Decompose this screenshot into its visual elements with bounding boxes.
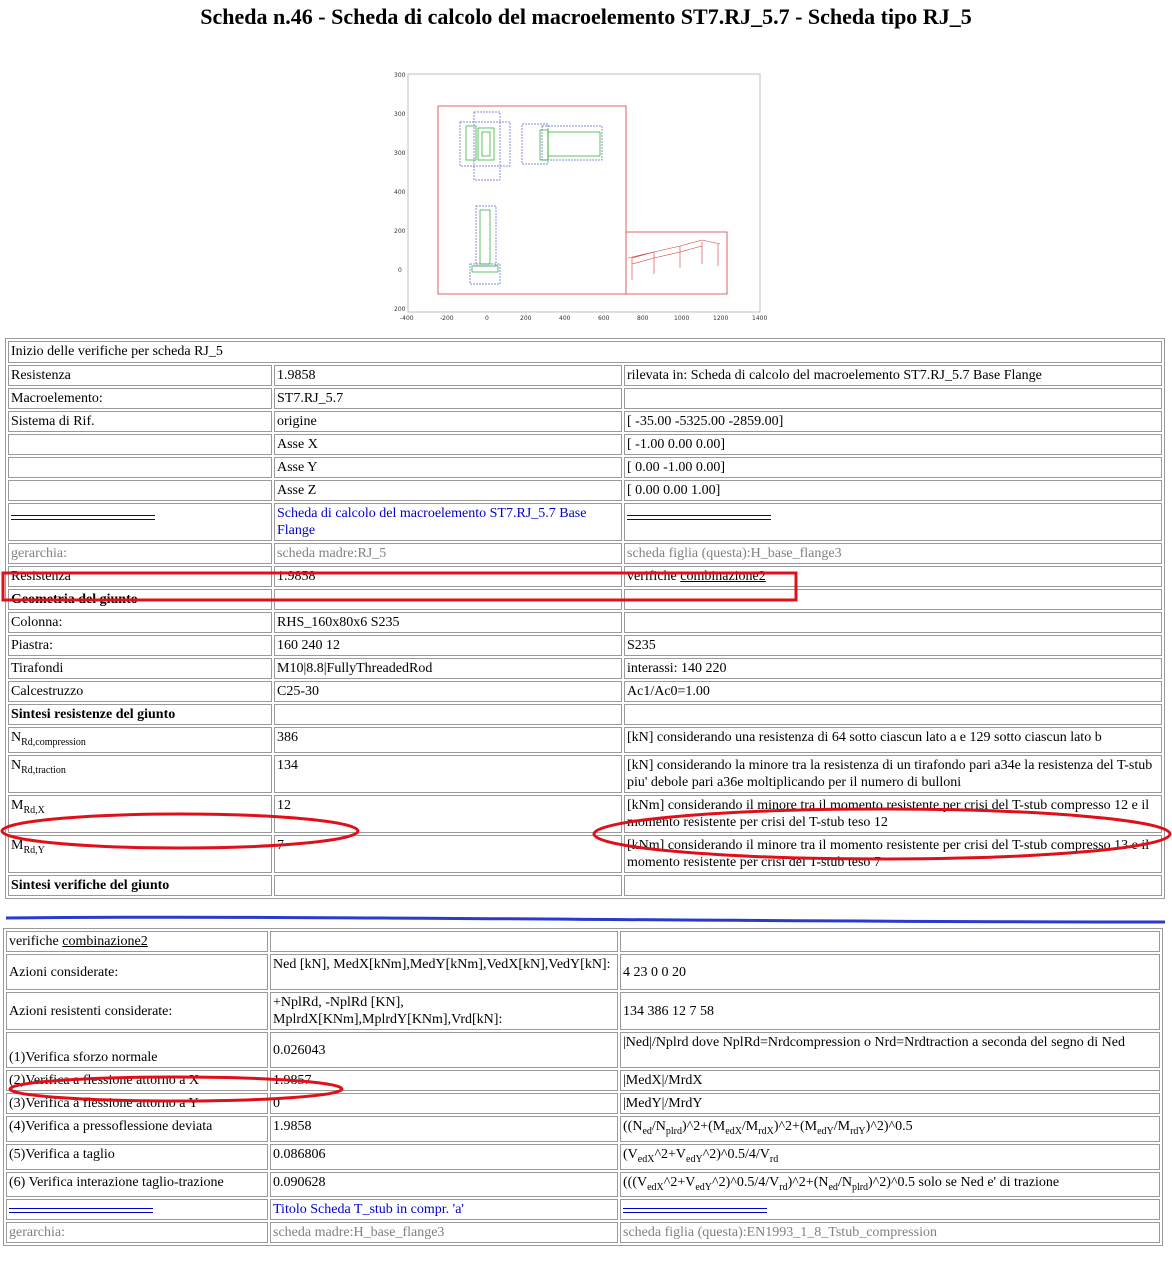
verifica-2-value: 1.9857 bbox=[270, 1070, 618, 1091]
calcestruzzo-note: Ac1/Ac0=1.00 bbox=[624, 681, 1162, 702]
separator-link[interactable] bbox=[623, 1208, 767, 1213]
origine-value: [ -35.00 -5325.00 -2859.00] bbox=[624, 411, 1162, 432]
separator-link[interactable] bbox=[11, 515, 155, 520]
sistema-label: Sistema di Rif. bbox=[8, 411, 272, 432]
verifica-1-label: (1)Verifica sforzo normale bbox=[6, 1032, 268, 1068]
y-tick: 300 bbox=[394, 72, 406, 79]
m-rd-x-note: [kNm] considerando il minore tra il momento resistente per crisi del T-stub compresso 12 e il momento resistente per crisi del T-stub teso 12 bbox=[624, 795, 1162, 833]
geometry-figure bbox=[392, 68, 768, 324]
verifica-5-label: (5)Verifica a taglio bbox=[6, 1144, 268, 1170]
gerarchia-label: gerarchia: bbox=[6, 1222, 268, 1243]
scheda-link[interactable]: Scheda di calcolo del macroelemento ST7.RJ_5.7 Base Flange bbox=[274, 503, 622, 541]
y-tick: 200 bbox=[394, 228, 406, 235]
y-tick: 300 bbox=[394, 150, 406, 157]
verifica-5-value: 0.086806 bbox=[270, 1144, 618, 1170]
sintesi-resistenze-heading: Sintesi resistenze del giunto bbox=[8, 704, 272, 725]
page-title: Scheda n.46 - Scheda di calcolo del macroelemento ST7.RJ_5.7 - Scheda tipo RJ_5 bbox=[200, 4, 972, 29]
x-tick: 1400 bbox=[752, 315, 768, 322]
verifica-6-label: (6) Verifica interazione taglio-trazione bbox=[6, 1172, 268, 1198]
n-traction-note: [kN] considerando la minore tra la resistenza di un tirafondo pari a34e la resistenza del T-stub piu' debole pari a36e moltiplicando per il numero di bulloni bbox=[624, 755, 1162, 793]
macroelemento-value: ST7.RJ_5.7 bbox=[274, 388, 622, 409]
resistenti-desc: +NplRd, -NplRd [KN], MplrdX[KNm],MplrdY[KNm],Vrd[kN]: bbox=[270, 992, 618, 1030]
piastra-note: S235 bbox=[624, 635, 1162, 656]
verifiche-prefix: verifiche bbox=[627, 569, 681, 584]
verifica-4-formula: $((N_{ed}/N_{plrd})\^{}2+(M_{edX}/M_{rdX})\^{}2+(M_{edY}/M_{rdY})\^{}2)\^{}0.5$ bbox=[620, 1116, 1160, 1142]
combinazione-link[interactable]: combinazione2 bbox=[680, 569, 766, 584]
m-rd-y-note: [kNm] considerando il minore tra il momento resistente per crisi del T-stub compresso 13 e il momento resistente per crisi del T-stub teso 7 bbox=[624, 835, 1162, 873]
m-rd-x-value: 12 bbox=[274, 795, 622, 833]
verifica-4-value: 1.9858 bbox=[270, 1116, 618, 1142]
geometria-heading: Geometria del giunto bbox=[8, 589, 272, 610]
x-tick: 800 bbox=[637, 315, 649, 322]
calcestruzzo-label: Calcestruzzo bbox=[8, 681, 272, 702]
x-tick: 400 bbox=[559, 315, 571, 322]
verifica-3-value: 0 bbox=[270, 1093, 618, 1114]
m-rd-y-value: 7 bbox=[274, 835, 622, 873]
colonna-value: RHS_160x80x6 S235 bbox=[274, 612, 622, 633]
verifica-5-formula: $(V_{edX}\^{}2+V_{edY}\^{}2)\^{}0.5/4/V_{rd}$ bbox=[620, 1144, 1160, 1170]
verifiche-prefix: verifiche bbox=[9, 934, 63, 949]
x-tick: 600 bbox=[598, 315, 610, 322]
y-tick: 300 bbox=[394, 111, 406, 118]
table-header: Inizio delle verifiche per scheda RJ_5 bbox=[8, 341, 1162, 363]
verifica-2-label: (2)Verifica a flessione attorno a X bbox=[6, 1070, 268, 1091]
resistenza-value: 1.9858 bbox=[274, 365, 622, 386]
macroelemento-label: Macroelemento: bbox=[8, 388, 272, 409]
asse-z-label: Asse Z bbox=[274, 480, 622, 501]
scheda-figlia: scheda figlia (questa):H_base_flange3 bbox=[624, 543, 1162, 564]
n-traction-label: $N_{Rd,traction}$ bbox=[8, 755, 272, 793]
origine-label: origine bbox=[274, 411, 622, 432]
tirafondi-note: interassi: 140 220 bbox=[624, 658, 1162, 679]
azioni-value: 4 23 0 0 20 bbox=[620, 954, 1160, 990]
verifica-1-value: 0.026043 bbox=[270, 1032, 618, 1068]
n-compression-value: 386 bbox=[274, 727, 622, 753]
tirafondi-label: Tirafondi bbox=[8, 658, 272, 679]
x-tick: 0 bbox=[485, 315, 489, 322]
n-compression-note: [kN] considerando una resistenza di 64 sotto ciascun lato a e 129 sotto ciascun lato b bbox=[624, 727, 1162, 753]
sintesi-verifiche-heading: Sintesi verifiche del giunto bbox=[8, 875, 272, 896]
scheda-figlia: scheda figlia (questa):EN1993_1_8_Tstub_compression bbox=[620, 1222, 1160, 1243]
resistenti-label: Azioni resistenti considerate: bbox=[6, 992, 268, 1030]
scheda-madre: scheda madre:RJ_5 bbox=[274, 543, 622, 564]
titolo-scheda-link[interactable]: Titolo Scheda T_stub in compr. 'a' bbox=[270, 1199, 618, 1220]
piastra-value: 160 240 12 bbox=[274, 635, 622, 656]
separator-link[interactable] bbox=[9, 1208, 153, 1213]
resistenza2-label: Resistenza bbox=[8, 566, 272, 587]
x-tick: 1200 bbox=[713, 315, 729, 322]
scheda-madre: scheda madre:H_base_flange3 bbox=[270, 1222, 618, 1243]
resistenza-label: Resistenza bbox=[8, 365, 272, 386]
asse-z-value: [ 0.00 0.00 1.00] bbox=[624, 480, 1162, 501]
asse-y-label: Asse Y bbox=[274, 457, 622, 478]
resistenza-note: rilevata in: Scheda di calcolo del macroelemento ST7.RJ_5.7 Base Flange bbox=[624, 365, 1162, 386]
m-rd-x-label: $M_{Rd,X}$ bbox=[8, 795, 272, 833]
verifica-6-value: 0.090628 bbox=[270, 1172, 618, 1198]
verifica-2-formula: |MedX|/MrdX bbox=[620, 1070, 1160, 1091]
y-tick: 200 bbox=[394, 306, 406, 313]
verifica-3-label: (3)Verifica a flessione attorno a Y bbox=[6, 1093, 268, 1114]
x-tick: 1000 bbox=[674, 315, 690, 322]
colonna-label: Colonna: bbox=[8, 612, 272, 633]
x-tick: -200 bbox=[440, 315, 454, 322]
m-rd-y-label: $M_{Rd,Y}$ bbox=[8, 835, 272, 873]
asse-x-label: Asse X bbox=[274, 434, 622, 455]
resistenza2-value: 1.9858 bbox=[274, 566, 622, 587]
asse-x-value: [ -1.00 0.00 0.00] bbox=[624, 434, 1162, 455]
gerarchia-label: gerarchia: bbox=[8, 543, 272, 564]
tirafondi-value: M10|8.8|FullyThreadedRod bbox=[274, 658, 622, 679]
y-tick: 0 bbox=[398, 267, 402, 274]
x-tick: -400 bbox=[400, 315, 414, 322]
x-tick: 200 bbox=[520, 315, 532, 322]
n-compression-label: $N_{Rd,compression}$ bbox=[8, 727, 272, 753]
piastra-label: Piastra: bbox=[8, 635, 272, 656]
underline-stroke bbox=[6, 917, 1165, 922]
separator-link[interactable] bbox=[627, 515, 771, 520]
combinazione-link[interactable]: combinazione2 bbox=[62, 934, 148, 949]
verifica-6-formula: $(((V_{edX}\^{}2+V_{edY}\^{}2)\^{}0.5/4/V_{rd})\^{}2+(N_{ed}/N_{plrd})\^{}2)\^{}0.5$ solo se Ned e' di trazione bbox=[620, 1172, 1160, 1198]
n-traction-value: 134 bbox=[274, 755, 622, 793]
azioni-label: Azioni considerate: bbox=[6, 954, 268, 990]
azioni-desc: Ned [kN], MedX[kNm],MedY[kNm],VedX[kN],VedY[kN]: bbox=[270, 954, 618, 990]
y-tick: 400 bbox=[394, 189, 406, 196]
verifica-3-formula: |MedY|/MrdY bbox=[620, 1093, 1160, 1114]
verifica-1-formula: |Ned|/Nplrd dove NplRd=Nrdcompression o Nrd=Nrdtraction a seconda del segno di Ned bbox=[620, 1032, 1160, 1068]
resistenti-value: 134 386 12 7 58 bbox=[620, 992, 1160, 1030]
verifica-4-label: (4)Verifica a pressoflessione deviata bbox=[6, 1116, 268, 1142]
asse-y-value: [ 0.00 -1.00 0.00] bbox=[624, 457, 1162, 478]
verifiche-summary-table bbox=[5, 338, 1165, 899]
verifiche-detail-table bbox=[3, 928, 1163, 1246]
calcestruzzo-value: C25-30 bbox=[274, 681, 622, 702]
